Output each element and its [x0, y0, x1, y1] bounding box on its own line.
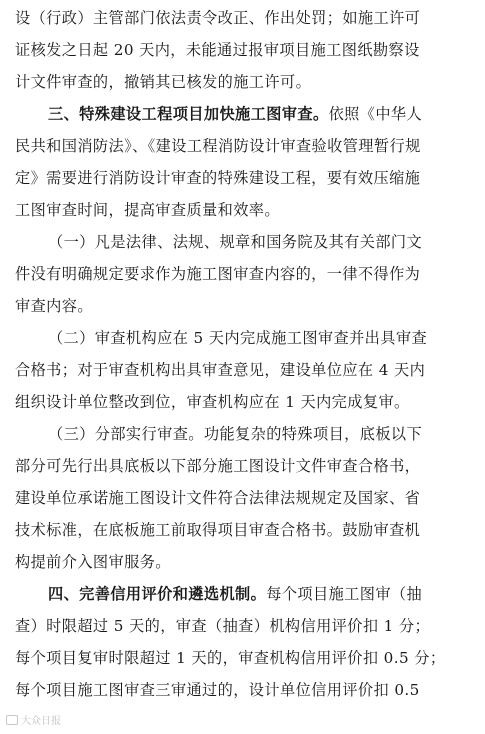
watermark-logo-icon [6, 715, 18, 725]
paragraph-line: 部分可先行出具底板以下部分施工图设计文件审查合格书， [15, 457, 421, 475]
paragraph-line: 组织设计单位整改到位，审查机构应在 1 天内完成复审。 [15, 393, 410, 411]
paragraph-line: 合格书；对于审查机构出具审查意见，建设单位应在 4 天内 [15, 361, 426, 379]
paragraph-line: 证核发之日起 20 天内，未能通过报审项目施工图纸勘察设 [15, 41, 420, 59]
paragraph-line: 建设单位承诺施工图设计文件符合法律法规规定及国家、省 [15, 489, 421, 507]
section-heading: 三、特殊建设工程项目加快施工图审查。 [48, 105, 329, 123]
watermark-text: 大众日报 [21, 716, 61, 727]
paragraph-line: 审查内容。 [15, 297, 93, 315]
paragraph-line: 件没有明确规定要求作为施工图审查内容的，一律不得作为 [15, 265, 421, 283]
paragraph-line: 每个项目施工图审查三审通过的，设计单位信用评价扣 0.5 [15, 681, 420, 699]
paragraph-line: 民共和国消防法》、《建设工程消防设计审查验收管理暂行规 [15, 137, 421, 155]
paragraph-line: 工图审查时间，提高审查质量和效率。 [15, 201, 280, 219]
paragraph-line: 每个项目复审时限超过 1 天的，审查机构信用评价扣 0.5 分； [15, 649, 446, 667]
paragraph-line: （三）分部实行审查。功能复杂的特殊项目，底板以下 [48, 425, 423, 443]
paragraph-line: 设（行政）主管部门依法责令改正、作出处罚；如施工许可 [15, 9, 421, 27]
section-heading-line: 三、特殊建设工程项目加快施工图审查。依照《中华人 [48, 105, 423, 123]
paragraph-line: 查）时限超过 5 天的，审查（抽查）机构信用评价扣 1 分； [15, 617, 431, 635]
paragraph-line: 技术标准，在底板施工前取得项目审查合格书。鼓励审查机 [15, 521, 421, 539]
paragraph-line: 构提前介入图审服务。 [15, 553, 171, 571]
section-heading: 四、完善信用评价和遴选机制。 [48, 585, 267, 603]
paragraph-line: （一）凡是法律、法规、规章和国务院及其有关部门文 [48, 233, 423, 251]
paragraph-line: 计文件审查的，撤销其已核发的施工许可。 [15, 73, 312, 91]
watermark [6, 712, 61, 727]
section-heading-line: 四、完善信用评价和遴选机制。每个项目施工图审（抽 [48, 585, 423, 603]
paragraph-line: （二）审查机构应在 5 天内完成施工图审查并出具审查 [48, 329, 428, 347]
paragraph-line: 定》需要进行消防设计审查的特殊建设工程，要有效压缩施 [15, 169, 421, 187]
